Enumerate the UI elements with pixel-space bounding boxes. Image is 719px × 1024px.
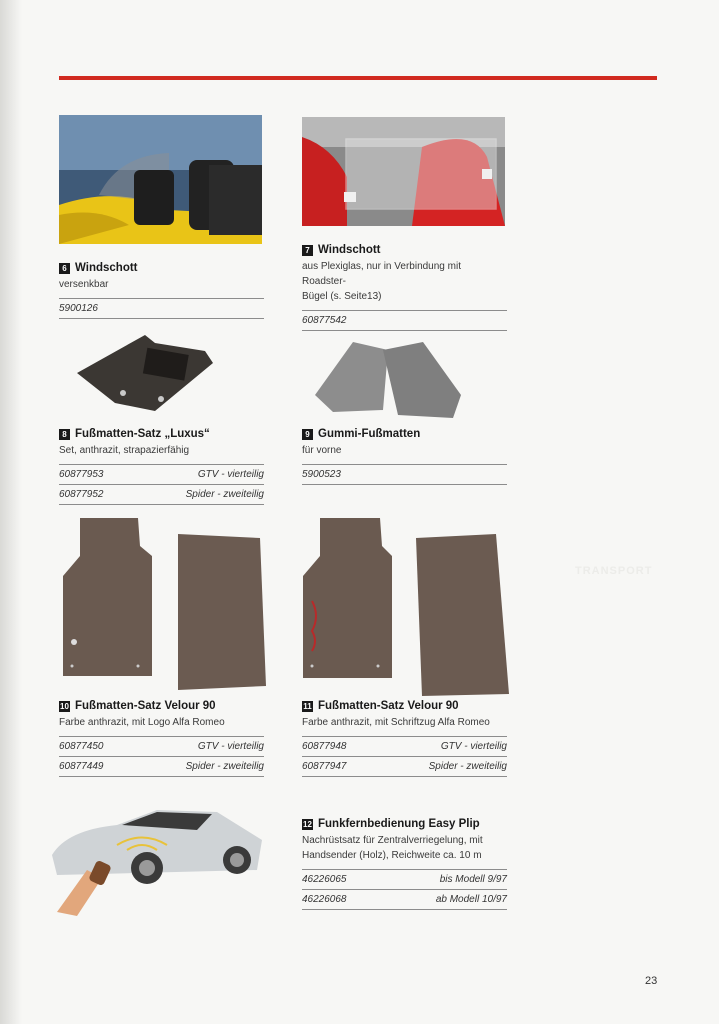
part-number: 46226065 [302,874,347,885]
part-variant: GTV - vierteilig [440,741,507,752]
part-number: 60877947 [302,761,347,772]
gummi-fussmatten-photo [313,340,463,420]
part-row [302,756,507,777]
item-description: Set, anthrazit, strapazierfähig [59,445,190,456]
description-line: Nachrüstsatz für Zentralverriegelung, mit [302,835,483,846]
item-number-badge: 7 [302,245,313,256]
part-number-table [302,310,507,331]
part-variant: Spider - zweiteilig [185,761,264,772]
item-title-text: Fußmatten-Satz Velour 90 [75,700,216,712]
item-title-text: Fußmatten-Satz „Luxus“ [75,428,210,440]
item-number-badge: 11 [303,701,312,711]
red-header-rule [59,76,657,80]
part-number: 60877948 [302,741,347,752]
item-7-title [302,244,507,256]
item-8 [59,428,264,505]
part-number-table [59,464,264,505]
item-description [302,833,507,863]
velour-logo-mats-photo [60,516,266,692]
item-title-text: Windschott [318,244,381,256]
description-line: Bügel (s. Seite13) [302,291,382,302]
item-description: Farbe anthrazit, mit Logo Alfa Romeo [59,717,225,728]
item-number-badge: 9 [302,429,313,440]
item-10-title [59,700,264,712]
background-watermark: TRANSPORT [575,565,653,577]
item-number-badge: 8 [59,429,70,440]
part-variant: GTV - vierteilig [197,741,264,752]
part-number: 60877542 [302,315,347,326]
item-8-title [59,428,264,440]
item-title-text: Windschott [75,262,138,274]
part-number: 60877450 [59,741,104,752]
part-variant: GTV - vierteilig [197,469,264,480]
part-number: 60877449 [59,761,104,772]
item-7 [302,244,507,331]
part-variant: Spider - zweiteilig [185,489,264,500]
item-description: Farbe anthrazit, mit Schriftzug Alfa Romeo [302,717,490,728]
fussmatten-luxus-photo [75,333,215,413]
part-row [302,464,507,485]
part-number: 5900523 [302,469,341,480]
item-11 [302,700,507,777]
part-row [302,889,507,910]
item-title-text: Funkfernbedienung Easy Plip [318,818,480,830]
part-row [302,736,507,756]
page-edge-shadow [0,0,22,1024]
part-number-table [59,298,264,319]
part-variant: Spider - zweiteilig [428,761,507,772]
part-number: 5900126 [59,303,98,314]
part-number-table [59,736,264,777]
item-number-badge: 6 [59,263,70,274]
easy-plip-car-photo [47,800,265,918]
item-title-text: Fußmatten-Satz Velour 90 [318,700,459,712]
item-title-text: Gummi-Fußmatten [318,428,421,440]
part-number: 46226068 [302,894,347,905]
part-row [59,736,264,756]
part-row [59,298,264,319]
part-row [59,464,264,484]
item-6-title [59,262,264,274]
item-11-title [302,700,507,712]
windschott-plexiglas-photo [302,117,505,226]
description-line: aus Plexiglas, nur in Verbindung mit Roadster- [302,261,461,287]
item-number-badge: 12 [303,819,312,829]
part-number-table [302,869,507,910]
part-row [59,484,264,505]
part-number: 60877952 [59,489,104,500]
item-9 [302,428,507,485]
description-line: Handsender (Holz), Reichweite ca. 10 m [302,850,482,861]
part-row [59,756,264,777]
page-number: 23 [645,975,658,987]
part-variant: bis Modell 9/97 [439,874,507,885]
part-variant: ab Modell 10/97 [435,894,507,905]
velour-script-mats-photo [300,516,509,697]
item-12-title [302,818,507,830]
part-number: 60877953 [59,469,104,480]
windschott-versenkbar-photo [59,115,262,244]
part-number-table [302,464,507,485]
part-row [302,310,507,331]
item-number-badge: 10 [60,701,69,711]
item-6 [59,262,264,319]
item-10 [59,700,264,777]
item-12 [302,818,507,910]
item-description [302,259,507,304]
part-row [302,869,507,889]
part-number-table [302,736,507,777]
item-description: versenkbar [59,279,109,290]
item-description: für vorne [302,445,342,456]
item-9-title [302,428,507,440]
